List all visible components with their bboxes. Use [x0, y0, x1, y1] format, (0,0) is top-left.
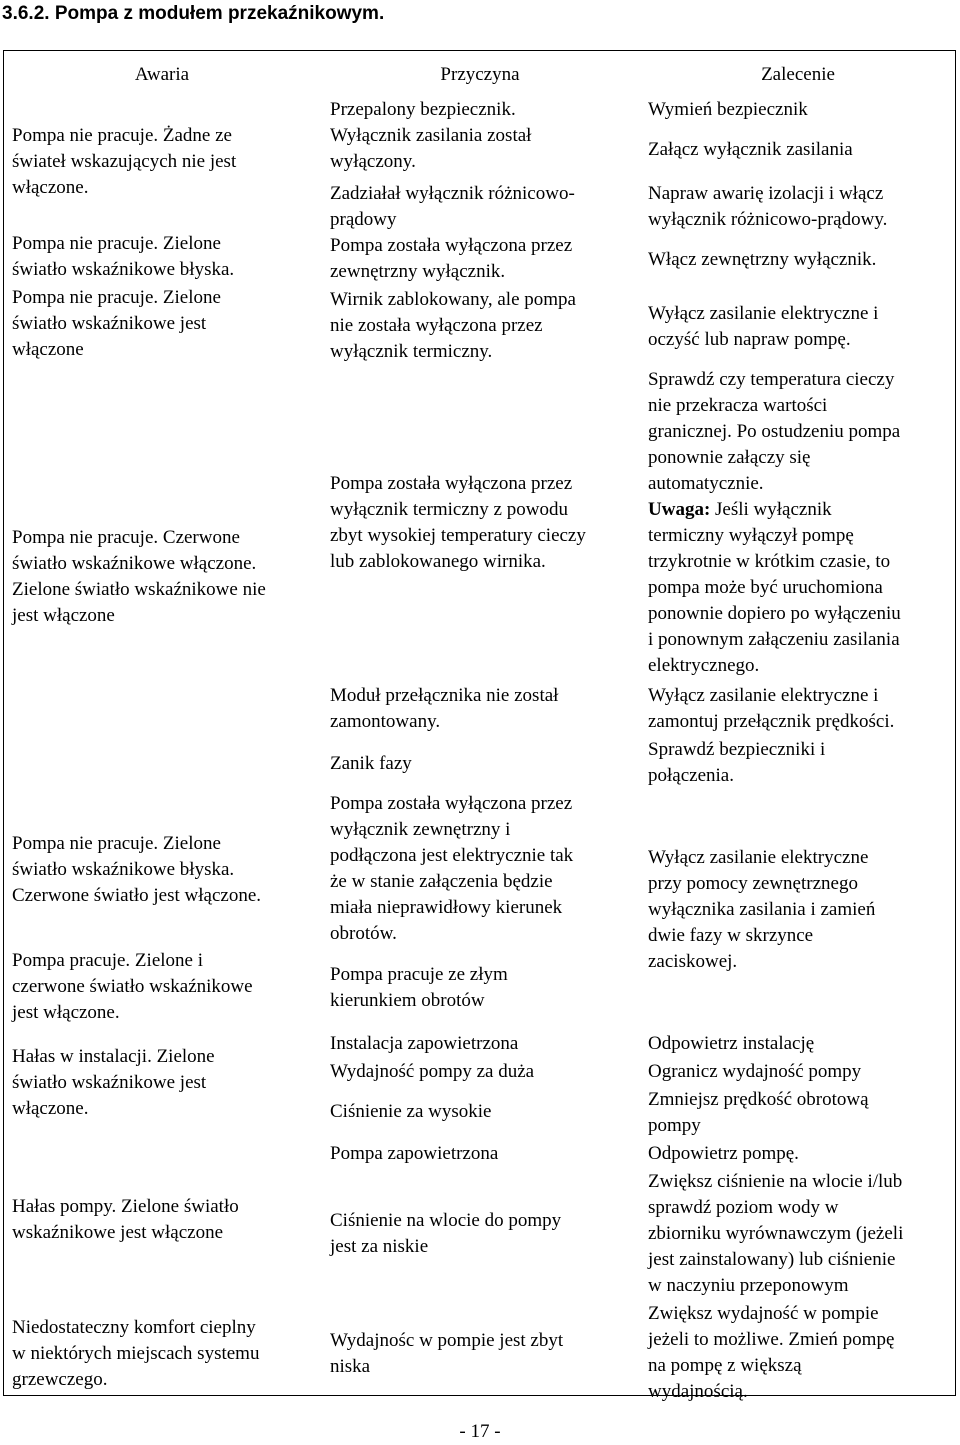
zalecenie-cell: Zwiększ wydajność w pompie jeżeli to możliwe. Zmień pompę na pompę z większą wydajnością. — [648, 1303, 895, 1402]
zalecenie-cell: Sprawdź bezpieczniki i połączenia. — [648, 739, 826, 786]
awaria-cell: Pompa nie pracuje. Zielone światło wskaźnikowe jest włączone — [12, 287, 221, 360]
column-header-przyczyna: Przyczyna — [440, 64, 520, 85]
zalecenie-cell: Zwiększ ciśnienie na wlocie i/lub sprawdź poziom wody w zbiorniku wyrównawczym (jeżeli jest zainstalowany) lub ciśnienie w naczyniu przeponowym — [648, 1171, 904, 1296]
zalecenie-uwaga-cell — [648, 497, 901, 679]
column-header-zalecenie: Zalecenie — [761, 64, 835, 85]
awaria-cell: Pompa nie pracuje. Czerwone światło wskaźnikowe włączone. Zielone światło wskaźnikowe nie jest włączone — [12, 527, 266, 626]
zalecenie-cell: Napraw awarię izolacji i włącz wyłącznik różnicowo-prądowy. — [648, 183, 888, 230]
awaria-cell: Hałas w instalacji. Zielone światło wskaźnikowe jest włączone. — [12, 1046, 215, 1119]
page-number: - 17 - — [459, 1421, 501, 1442]
uwaga-label: Uwaga: — [648, 499, 711, 520]
przyczyna-cell: Przepalony bezpiecznik. — [330, 99, 516, 120]
awaria-cell: Pompa nie pracuje. Zielone światło wskaźnikowe błyska. Czerwone światło jest włączone. — [12, 833, 262, 906]
przyczyna-cell: Ciśnienie na wlocie do pompy jest za niskie — [330, 1210, 562, 1257]
awaria-cell: Pompa nie pracuje. Zielone światło wskaźnikowe błyska. — [12, 233, 235, 280]
przyczyna-cell: Zadziałał wyłącznik różnicowo- prądowy — [330, 183, 575, 230]
przyczyna-cell: Instalacja zapowietrzona — [330, 1033, 519, 1054]
awaria-cell: Hałas pompy. Zielone światło wskaźnikowe jest włączone — [12, 1196, 239, 1243]
zalecenie-cell: Załącz wyłącznik zasilania — [648, 139, 853, 160]
przyczyna-cell: Moduł przełącznika nie został zamontowany. — [330, 685, 559, 732]
przyczyna-cell: Pompa zapowietrzona — [330, 1143, 499, 1164]
przyczyna-cell: Ciśnienie za wysokie — [330, 1101, 492, 1122]
przyczyna-cell: Zanik fazy — [330, 753, 412, 774]
troubleshooting-table — [3, 50, 956, 1402]
zalecenie-cell: Odpowietrz instalację — [648, 1033, 815, 1054]
zalecenie-cell: Włącz zewnętrzny wyłącznik. — [648, 249, 877, 270]
przyczyna-cell: Pompa pracuje ze złym kierunkiem obrotów — [330, 964, 508, 1011]
awaria-cell: Pompa nie pracuje. Żadne ze świateł wskazujących nie jest włączone. — [12, 125, 237, 198]
uwaga-text: Jeśli wyłącznik termiczny wyłączył pompę trzykrotnie w krótkim czasie, to pompa może być uruchomiona ponownie dopiero po wyłączeniu i ponownym załączeniu zasilania elektrycznego. — [648, 499, 901, 676]
zalecenie-cell: Wyłącz zasilanie elektryczne i oczyść lub napraw pompę. — [648, 303, 879, 350]
przyczyna-cell: Pompa została wyłączona przez zewnętrzny wyłącznik. — [330, 235, 573, 282]
przyczyna-cell: Wydajnośc w pompie jest zbyt niska — [330, 1330, 564, 1377]
zalecenie-cell: Wymień bezpiecznik — [648, 99, 808, 120]
column-header-awaria: Awaria — [134, 64, 190, 85]
awaria-cell: Pompa pracuje. Zielone i czerwone światło wskaźnikowe jest włączone. — [12, 950, 253, 1023]
awaria-cell: Niedostateczny komfort cieplny w niektórych miejscach systemu grzewczego. — [12, 1317, 260, 1390]
zalecenie-cell: Ogranicz wydajność pompy — [648, 1061, 862, 1082]
zalecenie-cell: Sprawdź czy temperatura cieczy nie przekracza wartości granicznej. Po ostudzeniu pompa ponownie załączy się automatycznie. — [648, 369, 901, 494]
przyczyna-cell: Wyłącznik zasilania został wyłączony. — [330, 125, 532, 172]
przyczyna-cell: Wydajność pompy za duża — [330, 1061, 535, 1082]
zalecenie-cell: Zmniejsz prędkość obrotową pompy — [648, 1089, 869, 1136]
przyczyna-cell: Wirnik zablokowany, ale pompa nie została wyłączona przez wyłącznik termiczny. — [330, 289, 576, 362]
przyczyna-cell: Pompa została wyłączona przez wyłącznik zewnętrzny i podłączona jest elektrycznie tak że w stanie załączenia będzie miała nieprawidłowy kierunek obrotów. — [330, 793, 574, 944]
section-heading: 3.6.2. Pompa z modułem przekaźnikowym. — [2, 3, 385, 24]
zalecenie-cell: Wyłącz zasilanie elektryczne i zamontuj przełącznik prędkości. — [648, 685, 895, 732]
przyczyna-cell: Pompa została wyłączona przez wyłącznik termiczny z powodu zbyt wysokiej temperatury cieczy lub zablokowanego wirnika. — [330, 473, 586, 572]
zalecenie-cell: Odpowietrz pompę. — [648, 1143, 799, 1164]
zalecenie-cell: Wyłącz zasilanie elektryczne przy pomocy zewnętrznego wyłącznika zasilania i zamień dwie fazy w skrzynce zaciskowej. — [648, 847, 876, 972]
